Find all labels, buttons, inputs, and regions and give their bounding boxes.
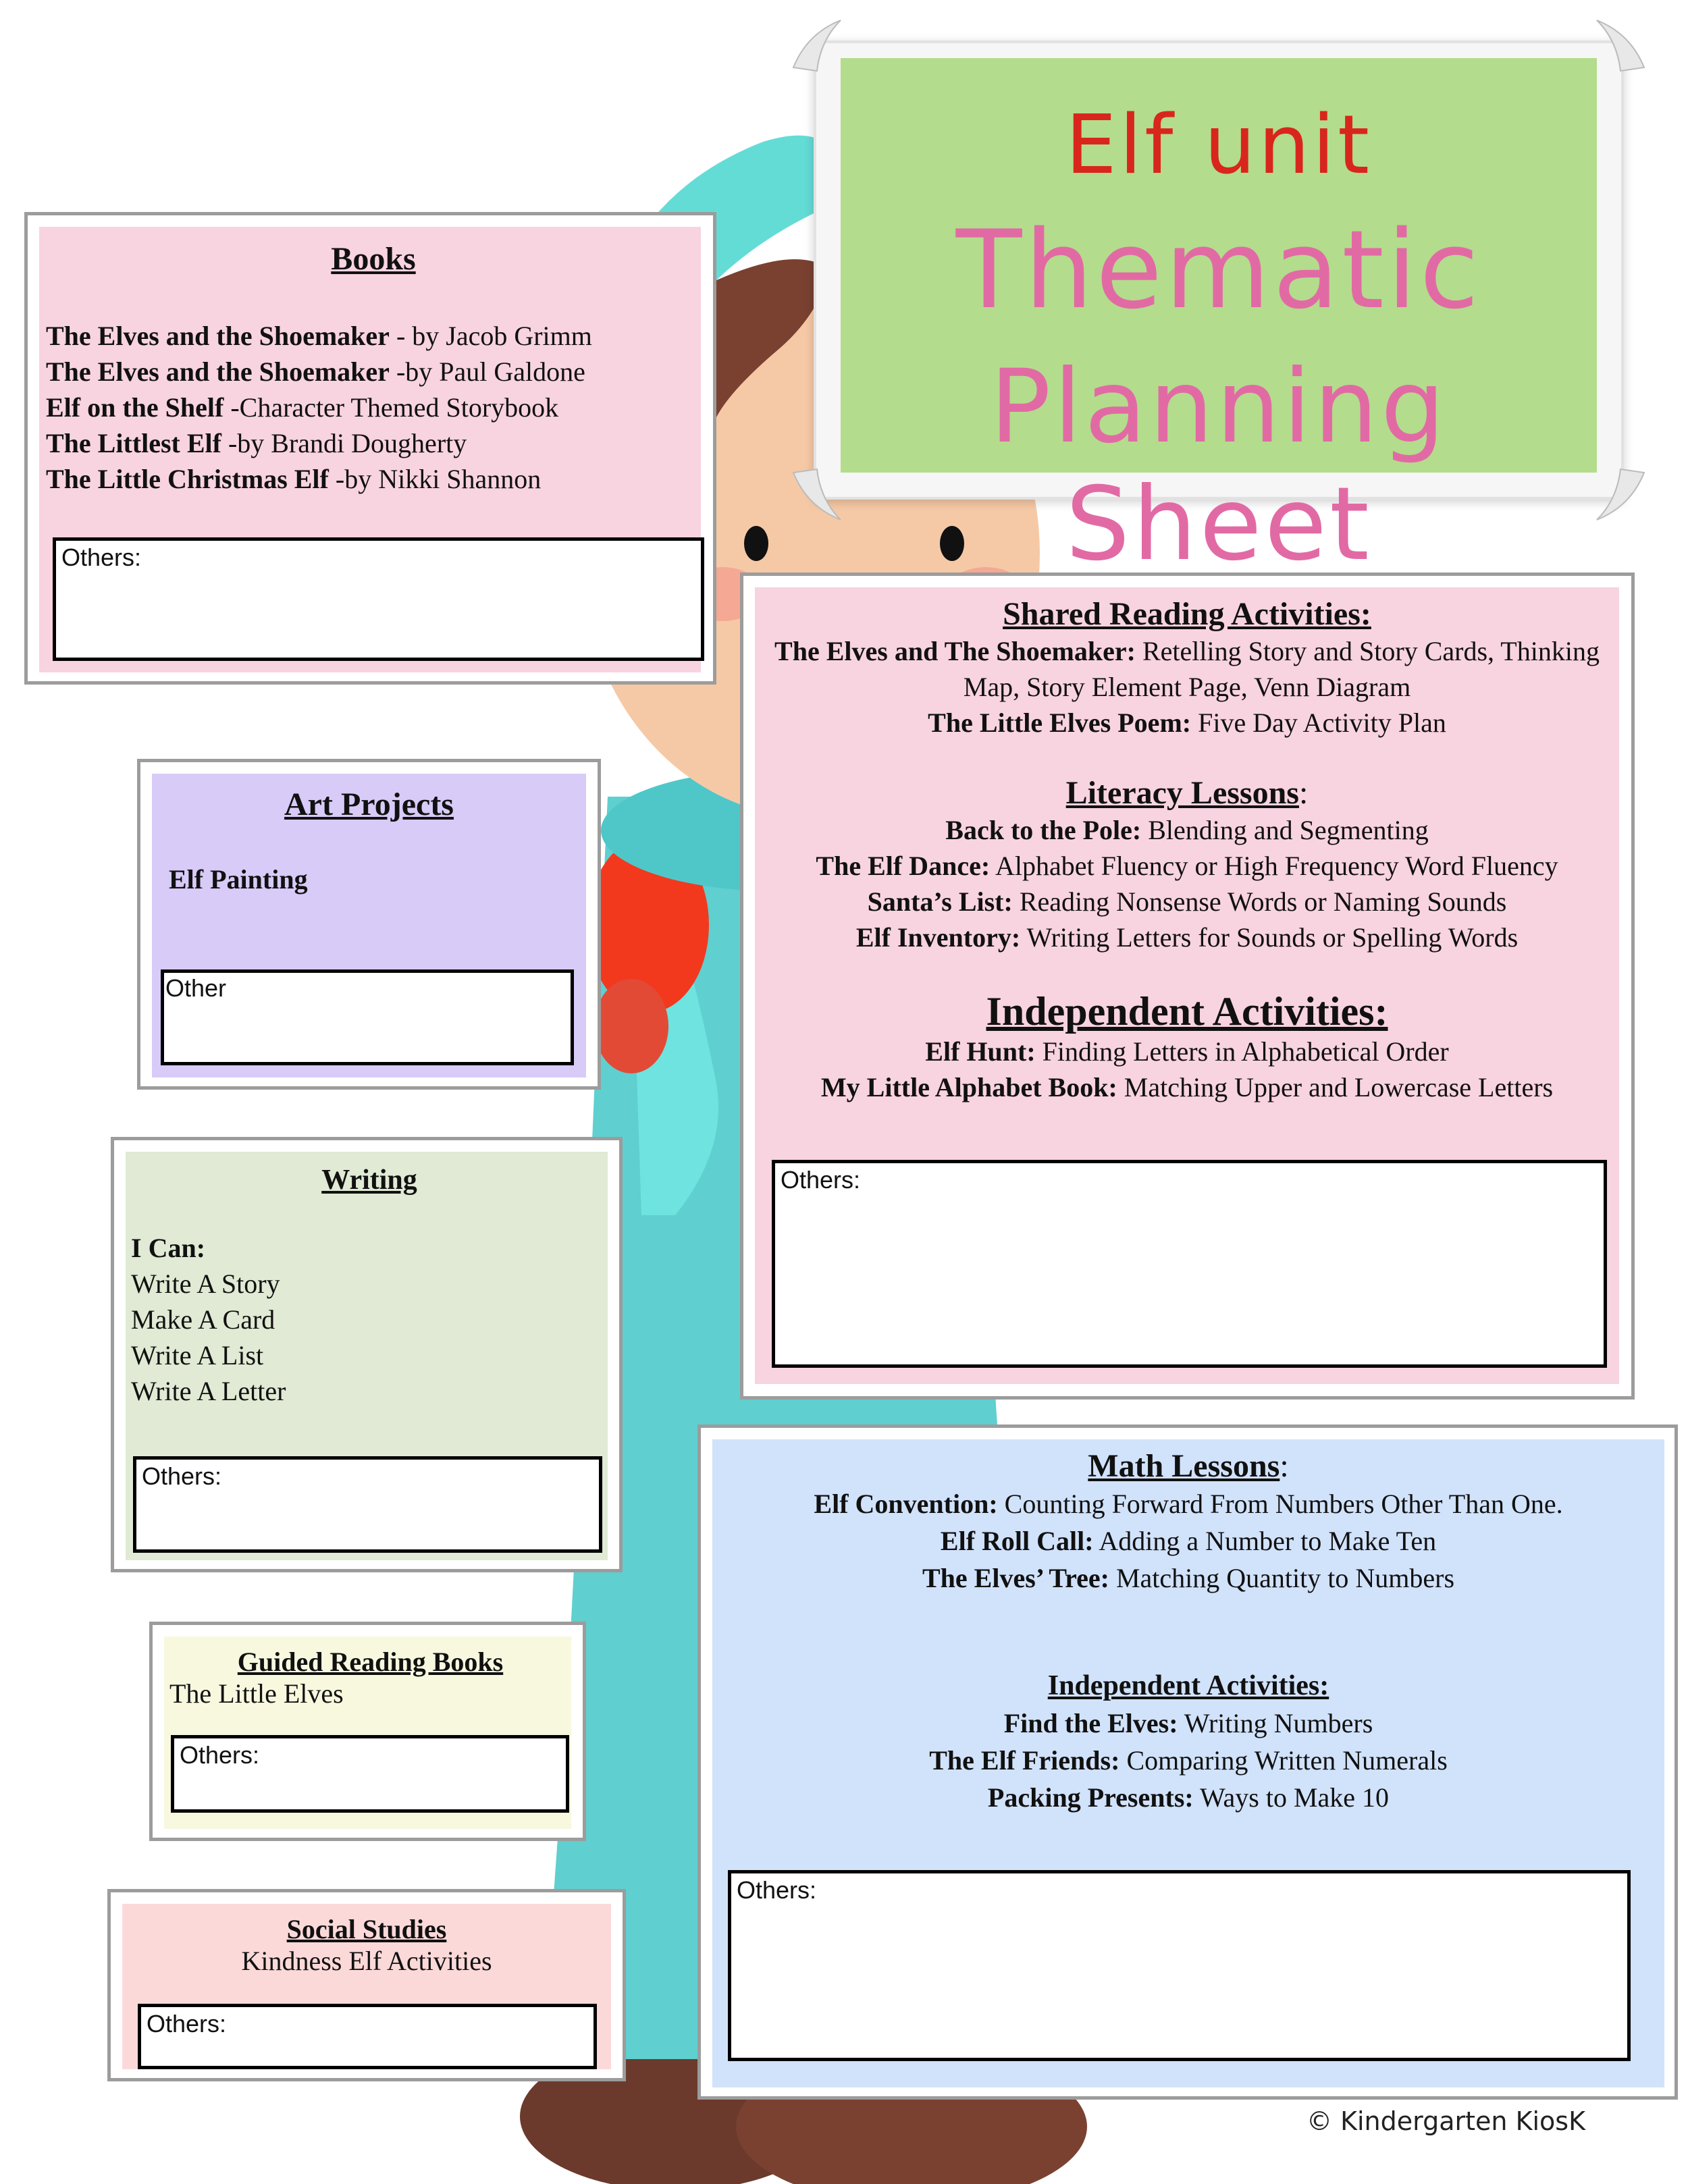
books-others-label: Others:	[61, 543, 142, 571]
title-thematic: Thematic	[955, 207, 1482, 333]
guided-reading-section	[149, 1622, 586, 1841]
writing-item: Make A Card	[131, 1304, 275, 1335]
literacy-item: Back to the Pole: Blending and Segmenting	[945, 815, 1429, 845]
independent-item: My Little Alphabet Book: Matching Upper and Lowercase Letters	[820, 1072, 1554, 1102]
title-card	[814, 41, 1624, 583]
books-section	[24, 212, 716, 685]
copyright-text: © Kindergarten KiosK	[1307, 2106, 1586, 2136]
writing-others-field[interactable]	[133, 1456, 602, 1553]
guided-others-field[interactable]	[171, 1735, 569, 1813]
writing-item: Write A Story	[131, 1269, 280, 1299]
book-item: The Elves and the Shoemaker - by Jacob Grimm	[46, 321, 592, 351]
corner-curl-icon	[1590, 466, 1651, 527]
literacy-heading: Literacy Lessons:	[1065, 775, 1309, 811]
literacy-others-field[interactable]	[772, 1160, 1607, 1368]
literacy-item: Elf Inventory: Writing Letters for Sounds or Spelling Words	[855, 922, 1519, 953]
writing-section	[111, 1137, 623, 1572]
independent-item: Elf Hunt: Finding Letters in Alphabetical Order	[925, 1036, 1449, 1067]
corner-curl-icon	[787, 466, 847, 527]
elf-eye	[744, 526, 768, 561]
books-heading: Books	[331, 241, 416, 277]
math-heading: Math Lessons:	[1088, 1448, 1289, 1484]
title-unit: Elf unit	[1065, 99, 1373, 192]
shared-reading-item: The Elves and The Shoemaker: Retelling Story and Story Cards, Thinking	[774, 636, 1600, 666]
math-lesson-item: The Elves’ Tree: Matching Quantity to Numbers	[922, 1563, 1455, 1593]
corner-curl-icon	[1590, 14, 1651, 74]
guided-others-label: Others:	[180, 1741, 260, 1769]
title-panel	[841, 58, 1597, 583]
writing-heading: Writing	[321, 1165, 417, 1196]
elf-hand	[594, 979, 668, 1073]
corner-curl-icon	[787, 14, 847, 74]
literacy-section	[740, 572, 1635, 1400]
guided-reading-heading: Guided Reading Books	[237, 1647, 504, 1677]
math-independent-heading: Independent Activities:	[1047, 1670, 1329, 1701]
social-others-field[interactable]	[138, 2004, 597, 2069]
title-planning-sheet: Planning Sheet	[989, 348, 1448, 583]
writing-others-label: Others:	[142, 1462, 222, 1490]
books-others-field[interactable]	[53, 537, 704, 661]
math-lesson-item: Elf Convention: Counting Forward From Numbers Other Than One.	[814, 1489, 1563, 1519]
shared-reading-item: Map, Story Element Page, Venn Diagram	[963, 672, 1411, 702]
social-studies-section	[107, 1889, 626, 2081]
book-item: The Elves and the Shoemaker -by Paul Galdone	[46, 356, 585, 387]
art-others-field[interactable]	[161, 969, 574, 1065]
literacy-item: The Elf Dance: Alphabet Fluency or High Frequency Word Fluency	[816, 851, 1558, 881]
independent-activities-heading: Independent Activities:	[986, 989, 1388, 1034]
guided-reading-item: The Little Elves	[169, 1678, 344, 1709]
math-section	[697, 1424, 1678, 2100]
writing-item: Write A List	[131, 1340, 264, 1370]
art-others-label: Other	[165, 974, 227, 1002]
art-heading: Art Projects	[284, 787, 454, 822]
math-others-label: Others:	[737, 1876, 817, 1904]
literacy-others-label: Others:	[781, 1166, 861, 1194]
math-lesson-item: Elf Roll Call: Adding a Number to Make Ten	[940, 1526, 1437, 1556]
math-independent-item: The Elf Friends: Comparing Written Numerals	[929, 1745, 1448, 1776]
literacy-item: Santa’s List: Reading Nonsense Words or Naming Sounds	[867, 886, 1507, 917]
writing-subheading: I Can:	[131, 1233, 206, 1263]
writing-item: Write A Letter	[131, 1376, 286, 1406]
art-item: Elf Painting	[169, 864, 308, 895]
social-others-label: Others:	[147, 2010, 227, 2037]
book-item: The Littlest Elf -by Brandi Dougherty	[46, 428, 467, 458]
social-studies-heading: Social Studies	[286, 1914, 447, 1944]
book-item: The Little Christmas Elf -by Nikki Shannon	[46, 464, 542, 494]
shared-reading-heading: Shared Reading Activities:	[1003, 596, 1371, 632]
shared-reading-item: The Little Elves Poem: Five Day Activity Plan	[928, 708, 1446, 738]
math-others-field[interactable]	[728, 1870, 1631, 2061]
art-section	[137, 759, 601, 1090]
social-studies-item: Kindness Elf Activities	[241, 1946, 492, 1976]
book-item: Elf on the Shelf -Character Themed Storybook	[46, 392, 559, 423]
math-independent-item: Find the Elves: Writing Numbers	[1003, 1708, 1373, 1738]
math-independent-item: Packing Presents: Ways to Make 10	[987, 1782, 1390, 1813]
